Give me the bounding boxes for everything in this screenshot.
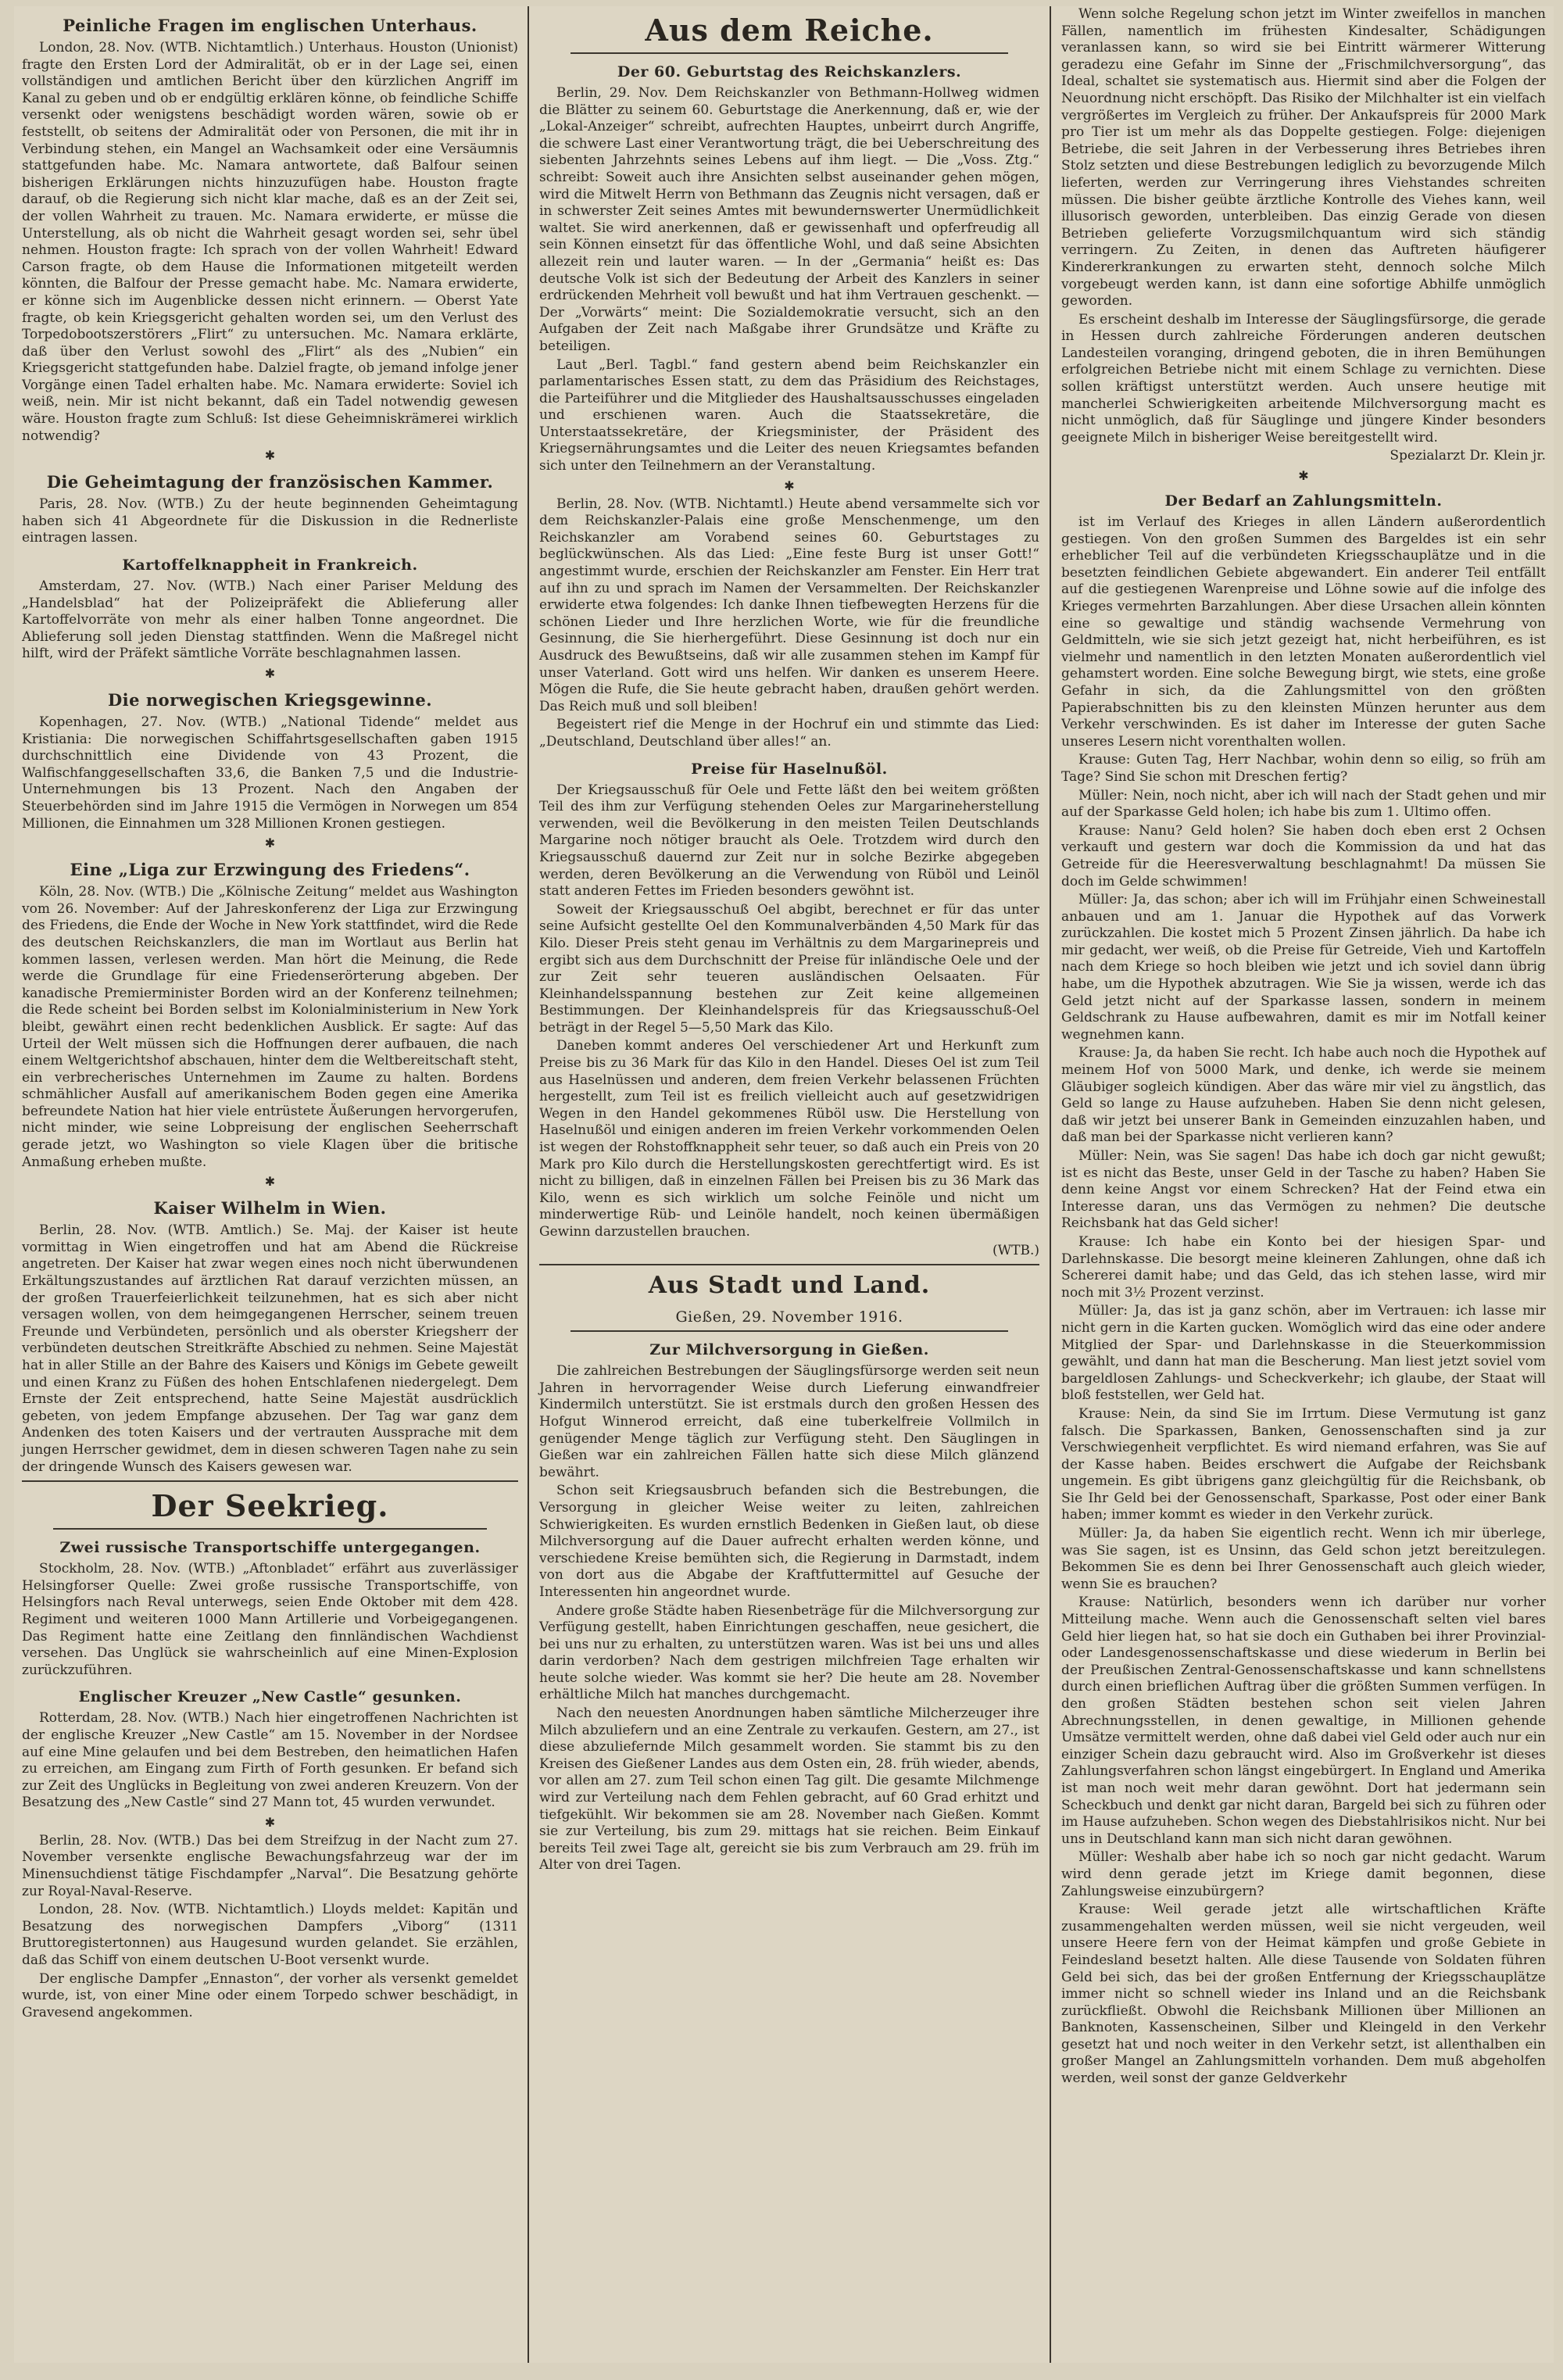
source-tag: (WTB.) [993, 1242, 1039, 1258]
article-body: Berlin, 28. Nov. (WTB.) Das bei dem Streifzug in der Nacht zum 27. November versenkte englische Bewachungsfahrzeug war der im Minensuchdienst tätige Fischdampfer „Narval“. Die Besatzung gehörte zur Royal-Naval-Reserve. [22, 1832, 518, 1899]
article-body: Kopenhagen, 27. Nov. (WTB.) „National Tidende“ meldet aus Kristiania: Die norwegischen Schiffahrtsgesellschaften gaben 1915 durchschnittlich eine Dividende von 43 Prozent, die Walfischfanggesellschaften 33,6, die Banken 7,5 und die Industrie-Unternehmungen bis 13 Prozent. Nach den Angaben der Steuerbehörden sind im Jahre 1915 die Vermögen in Norwegen um 854 Millionen, die Einnahmen um 328 Millionen Kronen gestiegen. [22, 714, 518, 832]
column-rule [528, 6, 529, 2363]
article-headline: Zur Milchversorgung in Gießen. [649, 1341, 929, 1359]
article-headline: Die norwegischen Kriegsgewinne. [107, 690, 433, 710]
article-body: Berlin, 28. Nov. (WTB. Nichtamtl.) Heute abend versammelte sich vor dem Reichskanzler-Palais eine große Menschenmenge, um den Reichskanzler am Vorabend seines 60. Geburtstages zu beglückwünschen. Als das Lied: „Eine feste Burg ist unser Gott!“ angestimmt wurde, erschien der Reichskanzler am Fenster. Ein Herr trat auf ihn zu und sprach im Namen der Versammelten. Der Reichskanzler erwiderte etwa folgendes: Ich danke Ihnen tiefbewegten Herzens für die schönen Lieder und Ihre herzlichen Worte, wie für die freundliche Gesinnung, die Sie hierhergeführt. Diese Gesinnung ist doch nur ein Ausdruck des Bewußtseins, daß wir alle zusammen stehen im Kampf für unser Vaterland. Gott wird uns helfen. Wir danken es unserem Heere. Mögen die Rufe, die Sie heute gebracht haben, draußen gehört werden. Das Reich muß und soll bleiben! [539, 496, 1039, 714]
section-rule [53, 1528, 487, 1530]
separator-star: ✱ [264, 1174, 276, 1190]
article-body: Soweit der Kriegsausschuß Oel abgibt, berechnet er für das unter seine Aufsicht gestellte Oel den Kommunalverbänden 4,50 Mark für das Kilo. Dieser Preis steht genau im Verhältnis zu dem Margarinepreis und ergibt sich aus dem Durchschnitt der Preise für inländische Oele und der zur Zeit sehr teueren ausländischen Oelsaaten. Für Kleinhandelsspannung bestehen zur Zeit keine allgemeinen Bestimmungen. Der Kleinhandelspreis für das Kriegsausschuß-Oel beträgt in der Regel 5—5,50 Mark das Kilo. [539, 901, 1039, 1036]
dialog-paragraph: Krause: Nanu? Geld holen? Sie haben doch eben erst 2 Ochsen verkauft und gestern war doch die Kommission da und hat das Getreide für die Heeresverwaltung beschlagnahmt! Da müssen Sie doch im Gelde schwimmen! [1061, 822, 1546, 889]
article-body: ist im Verlauf des Krieges in allen Ländern außerordentlich gestiegen. Von den großen Summen des Bargeldes ist ein sehr erheblicher Teil auf die verbündeten Kriegsschauplätze und in die besetzten feindlichen Gebiete abgewandert. Ein anderer Teil entfällt auf die gestiegenen Warenpreise und Löhne sowie auf die infolge des Krieges vermehrten Barzahlungen. Aber diese Ursachen allein könnten eine so gewaltige und ständig wachsende Vermehrung von Geldmitteln, wie sie sich jetzt gezeigt hat, nicht herbeiführen, es ist vielmehr und namentlich in den letzten Monaten außerordentlich viel gehamstert worden. Eine solche Bewegung birgt, wie stets, eine große Gefahr in sich, da die Zahlungsmittel von den größten Papierabschnitten bis zu den kleinsten Münzen herunter aus dem Verkehr verschwinden. Es ist daher im Interesse der guten Sache unseres Lesern nicht vorenthalten wollen. [1061, 514, 1546, 750]
separator-star: ✱ [264, 448, 276, 463]
article-body: Schon seit Kriegsausbruch befanden sich die Bestrebungen, die Versorgung in gleicher Weise weiter zu leiten, zahlreichen Schwierigkeiten. Es wurden ernstlich Bedenken in Gießen laut, ob diese Milchversorgung auf die Dauer aufrecht erhalten werden könne, und verschiedene Kreise bemühten sich, die Regierung in Darmstadt, indem von dort aus die Abgabe der Kraftfuttermittel auf Gesuche der Interessenten hin angeordnet wurde. [539, 1483, 1039, 1600]
dialog-paragraph: Müller: Ja, das schon; aber ich will im Frühjahr einen Schweinestall anbauen und am 1. Januar die Hypothek auf das Vorwerk zurückzahlen. Die kostet mich 5 Prozent Zinsen jährlich. Da habe ich mir gedacht, wer weiß, ob die Preise für Getreide, Vieh und Kartoffeln nach dem Kriege so hoch bleiben wie jetzt und ich soviel dann übrig habe, um die Hypothek abzutragen. Wie Sie ja wissen, werde ich das Geld jetzt nicht auf der Sparkasse lassen, sondern in meinem Geldschrank zu Hause aufbewahren, damit es mir im Notfall keiner wegnehmen kann. [1061, 892, 1546, 1043]
article-body: Laut „Berl. Tagbl.“ fand gestern abend beim Reichskanzler ein parlamentarisches Essen statt, zu dem das Präsidium des Reichstages, die Parteiführer und die Mitglieder des Haushaltsausschusses eingeladen und erschienen waren. Auch die Staatssekretäre, die Unterstaatssekretäre, der Kriegsminister, der Präsident des Kriegsernährungsamtes und die Leiter des neuen Kriegsamtes befanden sich unter den Teilnehmern an der Veranstaltung. [539, 356, 1039, 474]
separator-star: ✱ [264, 1814, 276, 1830]
dialog-paragraph: Müller: Ja, das ist ja ganz schön, aber im Vertrauen: ich lasse mir nicht gern in die Karten gucken. Womöglich wird das eine oder andere Mitglied der Spar- und Darlehnskasse in die Steuerkommission gewählt, und dann hat man die Bescherung. Man liest jetzt soviel vom bargeldlosen Zahlungs- und Scheckverkehr; ich glaube, der Staat will bloß feststellen, wer Geld hat. [1061, 1303, 1546, 1404]
dialog-paragraph: Müller: Nein, was Sie sagen! Das habe ich doch gar nicht gewußt; ist es nicht das Beste, unser Geld in der Tasche zu haben? Haben Sie denn keine Angst vor einem Schrecken? Hat der Feind etwa ein Interesse daran, uns das Vermögen zu nehmen? Die deutsche Reichsbank hat das Geld sicher! [1061, 1148, 1546, 1232]
article-headline: Die Geheimtagung der französischen Kammer. [46, 472, 494, 492]
article-body: Berlin, 28. Nov. (WTB. Amtlich.) Se. Maj. der Kaiser ist heute vormittag in Wien eingetroffen und hat am Abend die Rückreise angetreten. Der Kaiser hat zwar wegen eines noch nicht überwundenen Erkältungszustandes auf ärztlichen Rat darauf verzichten müssen, an der großen Trauerfeierlichkeit teilzunehmen, hat es sich aber nicht versagen wollen, von dem heimgegangenen Herrscher, seinem treuen Freunde und Verbündeten, persönlich und als oberster Kriegsherr der verbündeten deutschen Streitkräfte Abschied zu nehmen. Seine Majestät hat in aller Stille an der Bahre des Kaisers und Königs im Gebete geweilt und einen Kranz zu Füßen des hohen Entschlafenen niedergelegt. Dem Ernste der Zeit entsprechend, hatte Seine Majestät ausdrücklich gebeten, von jedem Empfange abzusehen. Der Tag war ganz dem Andenken des toten Kaisers und der vertrauten Aussprache mit dem jungen Herrscher gewidmet, dem in diesen schweren Tagen nahe zu sein der dringende Wunsch des Kaisers gewesen war. [22, 1222, 518, 1475]
section-rule [22, 1480, 518, 1482]
article-body: Berlin, 29. Nov. Dem Reichskanzler von Bethmann-Hollweg widmen die Blätter zu seinem 60. Geburtstage die Anerkennung, daß er, wie der „Lokal-Anzeiger“ schreibt, aufrechten Hauptes, unbeirrt durch Angriffe, die schwere Last einer Verantwortung trägt, die bei Ueberschreitung des siebenten Jahrzehnts seines Lebens auf ihm liegt. — Die „Voss. Ztg.“ schreibt: Soweit auch ihre Ansichten selbst auseinander gehen mögen, wird die Mitwelt Herrn von Bethmann das Zeugnis nicht versagen, daß er in schwerster Zeit seines Amtes mit bewundernswerter Unermüdlichkeit waltet. Sie wird anerkennen, daß er gewissenhaft und opferfreudig all sein Können einsetzt für das öffentliche Wohl, und daß seine Absichten allezeit rein und lauter waren. — In der „Germania“ heißt es: Das deutsche Volk ist sich der Bedeutung der Arbeit des Kanzlers in seiner erdrückenden Mehrheit voll bewußt und hat ihm Vertrauen geschenkt. — Der „Vorwärts“ meint: Die Sozialdemokratie versucht, sich an den Aufgaben der Zeit nach Maßgabe ihrer Grundsätze und Kräfte zu beteiligen. [539, 85, 1039, 354]
section-rule [570, 1330, 1008, 1332]
newspaper-page [14, 6, 1554, 2363]
article-body: Rotterdam, 28. Nov. (WTB.) Nach hier eingetroffenen Nachrichten ist der englische Kreuzer „New Castle“ am 15. November in der Nordsee auf eine Mine gelaufen und bei dem Bestreben, den heimatlichen Hafen zu erreichen, am Eingang zum Firth of Forth gesunken. Er befand sich zur Zeit des Unglücks in Begleitung von zwei anderen Kreuzern. Von der Besatzung des „New Castle“ sind 27 Mann tot, 45 wurden verwundet. [22, 1710, 518, 1811]
article-body: Paris, 28. Nov. (WTB.) Zu der heute beginnenden Geheimtagung haben sich 41 Abgeordnete für die Diskussion in die Rednerliste eintragen lassen. [22, 496, 518, 546]
article-body: Nach den neuesten Anordnungen haben sämtliche Milcherzeuger ihre Milch abzuliefern und an eine Zentrale zu verkaufen. Gestern, am 27., ist diese abzuliefernde Milch gesammelt worden. Sie stammt bis zu den Kreisen des Gießener Landes aus dem Osten ein, 28. früh wieder, abends, vor allen am 27. zum Teil schon einen Tag gilt. Die gesamte Milchmenge wird zur Verteilung nach dem Fehlen gebracht, auf 60 Grad erhitzt und tiefgekühlt. Wir bekommen sie am 28. November nach Gießen. Kommt sie zur Verteilung, bis zum 29. mittags hat sie reichen. Beim Einkauf bereits Teil zwei Tage alt, gereicht sie bis zum Verbrauch am 29. früh im Alter von drei Tagen. [539, 1705, 1039, 1874]
article-body: Wenn solche Regelung schon jetzt im Winter zweifellos in manchen Fällen, namentlich im frühesten Kindesalter, Schädigungen veranlassen kann, so wird sie bei Eintritt wärmerer Witterung geradezu eine Gefahr im Sinne der „Frischmilchversorgung“, das Ideal, schaltet sie systematisch aus. Hiermit sind aber die Folgen der Neuordnung nicht erschöpft. Das Risiko der Milchhalter ist ein vielfach vergrößertes im Vergleich zu früher. Der Ankaufspreis für 2000 Mark pro Tier ist um mehr als das Doppelte gestiegen. Folge: diejenigen Betriebe, die seit Jahren in der Verbesserung ihres Betriebes ihren Stolz setzten und diese Bestrebungen lediglich zu bevorzugende Milch lieferten, werden zur Verringerung ihres Viehstandes schreiten müssen. Die bisher geübte ärztliche Kontrolle des Viehes kann, weil illusorisch geworden, unterbleiben. Das einzig Gerade von diesen Betrieben gelieferte Vorzugsmilchquantum wird sich ständig verringern. Zu Zeiten, in denen das Auftreten häufigerer Kindererkrankungen zu erwarten steht, dennoch solche Milch vorgebeugt werden kann, ist dann eine sofortige Abhilfe unmöglich geworden. [1061, 6, 1546, 310]
article-body: Der englische Dampfer „Ennaston“, der vorher als versenkt gemeldet wurde, ist, von einer Mine oder einem Torpedo schwer beschädigt, in Gravesend angekommen. [22, 1970, 518, 2020]
dialog-paragraph: Müller: Nein, noch nicht, aber ich will nach der Stadt gehen und mir auf der Sparkasse Geld holen; ich habe bis zum 1. Ultimo offen. [1061, 787, 1546, 821]
article-body: Die zahlreichen Bestrebungen der Säuglingsfürsorge werden seit neun Jahren in hervorragender Weise durch Lieferung einwandfreier Kindermilch unterstützt. Sie ist erstmals durch den großen Hessen des Hofgut Winnerod erreicht, daß eine tuberkelfreie Vollmilch in genügender Menge täglich zur Verfügung steht. Den Säuglingen in Gießen war ein zahlreichen Fällen hatte sich diese Milch glänzend bewährt. [539, 1363, 1039, 1480]
section-heading: Aus dem Reiche. [645, 13, 934, 48]
dialog-paragraph: Müller: Weshalb aber habe ich so noch gar nicht gedacht. Warum wird denn gerade jetzt im Kriege damit begonnen, diese Zahlungsweise einzubürgern? [1061, 1849, 1546, 1899]
section-rule [570, 52, 1008, 54]
article-body: Begeistert rief die Menge in der Hochruf ein und stimmte das Lied: „Deutschland, Deutschland über alles!“ an. [539, 717, 1039, 750]
dialog-paragraph: Krause: Nein, da sind Sie im Irrtum. Diese Vermutung ist ganz falsch. Die Sparkassen, Banken, Genossenschaften sind ja zur Verschwiegenheit verpflichtet. Es wird niemand erfahren, was Sie auf der Kasse haben. Beides erschwert die Aufgabe der Reichsbank ungemein. Es gibt übrigens ganz gleichgültig für die Reichsbank, ob Sie Ihr Geld bei der Genossenschaft, Sparkasse, Post oder einer Bank haben; immer kommt es wieder in den Verkehr zurück. [1061, 1405, 1546, 1523]
article-headline: Der Bedarf an Zahlungsmitteln. [1164, 492, 1443, 510]
section-heading: Der Seekrieg. [151, 1488, 389, 1524]
article-body: London, 28. Nov. (WTB. Nichtamtlich.) Unterhaus. Houston (Unionist) fragte den Ersten Lord der Admiralität, ob er in der Lage sei, einen vollständigen und amtlichen Bericht über den kürzlichen Angriff im Kanal zu geben und ob er endgültig erklären könne, ob feindliche Schiffe versenkt oder wenigstens beschädigt worden wären, sowie ob er feststellt, ob seitens der Admiralität oder von Personen, die mit ihr in Verbindung stehen, ein Mangel an Wachsamkeit oder eine Versäumnis stattgefunden habe. Mc. Namara antwortete, daß Balfour seinen bisherigen Erklärungen nichts hinzuzufügen habe. Houston fragte darauf, ob die Regierung sich nicht klar mache, daß es an der Zeit sei, der vollen Wahrheit zu trauen. Mc. Namara erwiderte, er müsse die Unterstellung, als ob nicht die Wahrheit gesagt worden sei, sehr übel nehmen. Houston fragte: Ich sprach von der vollen Wahrheit! Edward Carson fragte, ob dem Hause die Informationen mitgeteilt werden könnten, die Balfour der Presse gemacht habe. Mc. Namara erwiderte, er könne sich im Augenblicke dessen nicht erinnern. — Oberst Yate fragte, ob kein Kriegsgericht gehalten worden sei, um den Verlust des Torpedobootszerstörers „Flirt“ zu untersuchen. Mc. Namara erklärte, daß über den Verlust sowohl des „Flirt“ als des „Nubien“ ein Kriegsgericht stattgefunden habe. Dalziel fragte, ob jemand infolge jener Vorgänge einen Tadel erhalten habe. Mc. Namara erwiderte: Soviel ich weiß, nein. Mir ist nicht bekannt, daß ein Tadel notwendig gewesen wäre. Houston fragte zum Schluß: Ist diese Geheimniskrämerei wirklich notwendig? [22, 40, 518, 444]
article-body: Amsterdam, 27. Nov. (WTB.) Nach einer Pariser Meldung des „Handelsblad“ hat der Polizeipräfekt die Ablieferung aller Kartoffelvorräte von mehr als einer halben Tonne angeordnet. Die Ablieferung soll jeden Dienstag stattfinden. Wenn die Maßregel nicht hilft, wird der Präfekt sämtliche Vorräte beschlagnahmen lassen. [22, 578, 518, 662]
article-headline: Kartoffelknappheit in Frankreich. [122, 557, 418, 574]
dialog-paragraph: Krause: Weil gerade jetzt alle wirtschaftlichen Kräfte zusammengehalten werden müssen, weil sie nicht vergeuden, weil unsere Heere fern von der Heimat kämpfen und große Gebiete in Feindesland besetzt halten. Alle diese Tausende von Soldaten führen Geld bei sich, das bei der großen Entfernung der Kriegsschauplätze immer nicht so schnell wieder ins Inland und an die Reichsbank zurückfließt. Obwohl die Reichsbank Millionen über Millionen an Banknoten, Kassenscheinen, Silber und Kleingeld in den Verkehr gesetzt hat und noch weiter in den Verkehr setzt, ist allenthalben ein großer Mangel an Zahlungsmitteln vorhanden. Dem muß abgeholfen werden, weil sonst der ganze Geldverkehr [1061, 1902, 1546, 2087]
article-body: Köln, 28. Nov. (WTB.) Die „Kölnische Zeitung“ meldet aus Washington vom 26. November: Auf der Jahreskonferenz der Liga zur Erzwingung des Friedens, die Ende der Woche in New York stattfindet, wird die Rede des deutschen Reichskanzlers, die man im Wortlaut aus Berlin hat kommen lassen, verlesen werden. Man hört die Meinung, die Rede werde die Grundlage für eine Friedenserörterung abgeben. Der kanadische Premierminister Borden wird an der Konferenz teilnehmen; die Rede scheint bei Borden selbst im Kolonialministerium in New York bleibt, gewährt einen recht bedenklichen Ausblick. Er sagte: Auf das Urteil der Welt müssen sich die Hoffnungen derer aufbauen, die nach einem Weltgerichtshof abschauen, hinter dem die Weltbereitschaft steht, ein verbrecherisches Unternehmen im Zaume zu halten. Bordens schmählicher Ausfall auf amerikanischem Boden gegen eine Amerika befreundete Nation hat hier viele entrüstete Äußerungen hervorgerufen, nicht minder, wie seine Lobpreisung der englischen Seeherrschaft gerade jetzt, wo Washington so viele Klagen über die britische Anmaßung erheben mußte. [22, 884, 518, 1170]
article-headline: Peinliche Fragen im englischen Unterhaus. [63, 16, 477, 35]
article-body: Stockholm, 28. Nov. (WTB.) „Aftonbladet“ erfährt aus zuverlässiger Helsingforser Quelle: Zwei große russische Transportschiffe, von Helsingfors nach Reval unterwegs, seien Ende Oktober mit dem 428. Regiment und weiteren 1000 Mann Artillerie und Vorbeigegangenen. Das Regiment hatte eine Zeitlang den finnländischen Wachdienst versehen. Das Unglück sie wahrscheinlich auf eine Minen-Explosion zurückzuführen. [22, 1561, 518, 1678]
article-headline: Zwei russische Transportschiffe untergegangen. [59, 1539, 481, 1557]
article-body: Der Kriegsausschuß für Oele und Fette läßt den bei weitem größten Teil des ihm zur Verfügung stehenden Oeles zur Margarineherstellung verwenden, weil die Bevölkerung in den meisten Teilen Deutschlands Margarine noch nötiger braucht als Oele. Trotzdem wird durch den Kriegsausschuß dauernd zur Zeit nur in solche Bezirke abgegeben werden, deren Bevölkerung an die Verwendung von Rüböl und Leinöl statt anderen Fettes im Frieden besonders gewöhnt ist. [539, 782, 1039, 900]
column-2 [531, 6, 1047, 2363]
dialog-paragraph: Krause: Natürlich, besonders wenn ich darüber nur vorher Mitteilung mache. Wenn auch die Genossenschaft selten viel bares Geld hier liegen hat, so hat sie doch ein Guthaben bei ihrer Provinzial- oder Landesgenossenschaftskasse und diese wiederum in Berlin bei der Preußischen Zentral-Genossenschaftskasse und kann schnellstens durch einen brieflichen Auftrag über die größten Summen verfügen. In den großen Städten bestehen schon seit vielen Jahren Abrechnungsstellen, in denen gewaltige, in Millionen gehende Umsätze vermittelt werden, ohne daß dabei viel Geld oder auch nur ein einziger Schein dazu gebraucht wird. Also im Großverkehr ist dieses Zahlungsverfahren schon längst eingebürgert. In England und Amerika ist man noch weit mehr daran gewöhnt. Dort hat jedermann sein Scheckbuch und denkt gar nicht daran, Bargeld bei sich zu führen oder im Hause aufzuheben. Schon wegen des Diebstahlrisikos nicht. Nur bei uns in Deutschland kann man sich nicht daran gewöhnen. [1061, 1594, 1546, 1847]
column-1 [14, 6, 526, 2363]
dateline: Gießen, 29. November 1916. [675, 1308, 903, 1326]
dialog-paragraph: Müller: Ja, da haben Sie eigentlich recht. Wenn ich mir überlege, was Sie sagen, ist es Unsinn, das Geld schon jetzt bereitzulegen. Bekommen Sie es denn bei Ihrer Genossenschaft auch gleich wieder, wenn Sie es brauchen? [1061, 1526, 1546, 1592]
separator-star: ✱ [784, 478, 795, 493]
article-headline: Preise für Haselnußöl. [691, 760, 888, 778]
article-headline: Eine „Liga zur Erzwingung des Friedens“. [70, 860, 470, 880]
column-3 [1053, 6, 1554, 2363]
dialog-paragraph: Krause: Ja, da haben Sie recht. Ich habe auch noch die Hypothek auf meinem Hof von 5000 Mark, und denke, ich werde sie meinem Gläubiger sogleich kündigen. Aber das wäre mir viel zu ängstlich, das Geld so lange zu Hause aufzuheben. Haben Sie denn nicht gelesen, daß wir jetzt bei unserer Bank in Gemeinden einzuzahlen haben, und daß man bei der Sparkasse nicht verlieren kann? [1061, 1045, 1546, 1146]
article-body: Es erscheint deshalb im Interesse der Säuglingsfürsorge, die gerade in Hessen durch zahlreiche Förderungen anderen deutschen Landesteilen voranging, dringend geboten, die in ihren Bemühungen erfolgreichen Betriebe nicht mit einem Schlage zu vernichten. Diese sollen kräftigst unterstützt werden. Auch unsere heutige mit mancherlei Schwierigkeiten arbeitende Milchversorgung macht es nicht unmöglich, daß für Säuglinge und jüngere Kinder besonders geeignete Milch in bisheriger Weise bereitgestellt wird. [1061, 311, 1546, 446]
separator-star: ✱ [1298, 468, 1309, 484]
article-headline: Kaiser Wilhelm in Wien. [153, 1198, 387, 1219]
author-signature: Spezialarzt Dr. Klein jr. [1390, 448, 1546, 464]
article-body: Daneben kommt anderes Oel verschiedener Art und Herkunft zum Preise bis zu 36 Mark für das Kilo in den Handel. Dieses Oel ist zum Teil aus Haselnüssen und anderen, dem freien Verkehr belassenen Früchten hergestellt, zum Teil ist es freilich vielleicht auch auf gesetzwidrigen Wegen in den Handel gekommenes Rüböl usw. Die Herstellung von Haselnußöl und einigen anderen im freien Verkehr vorkommenden Oelen ist wegen der Rohstoffknappheit sehr teuer, so daß auch ein Preis von 20 Mark pro Kilo durch die Herstellungskosten gerechtfertigt wird. Es ist nicht zu billigen, daß in einzelnen Fällen bei Preisen bis zu 36 Mark das Kilo, wenn es sich wirklich um solche Feinöle und nicht um minderwertige Rüb- und Leinöle handelt, noch keinen übermäßigen Gewinn darzustellen brauchen. [539, 1038, 1039, 1240]
column-rule [1050, 6, 1051, 2363]
article-body: Andere große Städte haben Riesenbeträge für die Milchversorgung zur Verfügung gestellt, haben Einrichtungen geschaffen, neue gesichert, die bei uns nur zu erhalten, zu unterstützen waren. Was ist bei uns und alles darin verdorben? Nach dem gestrigen milchfreien Tage erhalten wir heute solche wieder. Was kommt sie her? Die heute am 28. November erhältliche Milch hat manches durchgemacht. [539, 1602, 1039, 1703]
article-body: London, 28. Nov. (WTB. Nichtamtlich.) Lloyds meldet: Kapitän und Besatzung des norwegischen Dampfers „Viborg“ (1311 Bruttoregistertonnen) aus Haugesund wurden gelandet. Sie erzählen, daß das Schiff von einem deutschen U-Boot versenkt wurde. [22, 1902, 518, 1969]
article-headline: Englischer Kreuzer „New Castle“ gesunken. [78, 1688, 462, 1706]
separator-star: ✱ [264, 836, 276, 851]
dialog-paragraph: Krause: Ich habe ein Konto bei der hiesigen Spar- und Darlehnskasse. Die besorgt meine kleineren Zahlungen, ohne daß ich Schererei damit habe; und das Geld, das ich stehen lasse, wird mir noch mit 3½ Prozent verzinst. [1061, 1233, 1546, 1301]
section-rule [539, 1264, 1039, 1265]
section-heading: Aus Stadt und Land. [648, 1272, 931, 1300]
separator-star: ✱ [264, 666, 276, 681]
article-headline: Der 60. Geburtstag des Reichskanzlers. [617, 63, 962, 81]
dialog-paragraph: Krause: Guten Tag, Herr Nachbar, wohin denn so eilig, so früh am Tage? Sind Sie schon mit Dreschen fertig? [1061, 752, 1546, 785]
